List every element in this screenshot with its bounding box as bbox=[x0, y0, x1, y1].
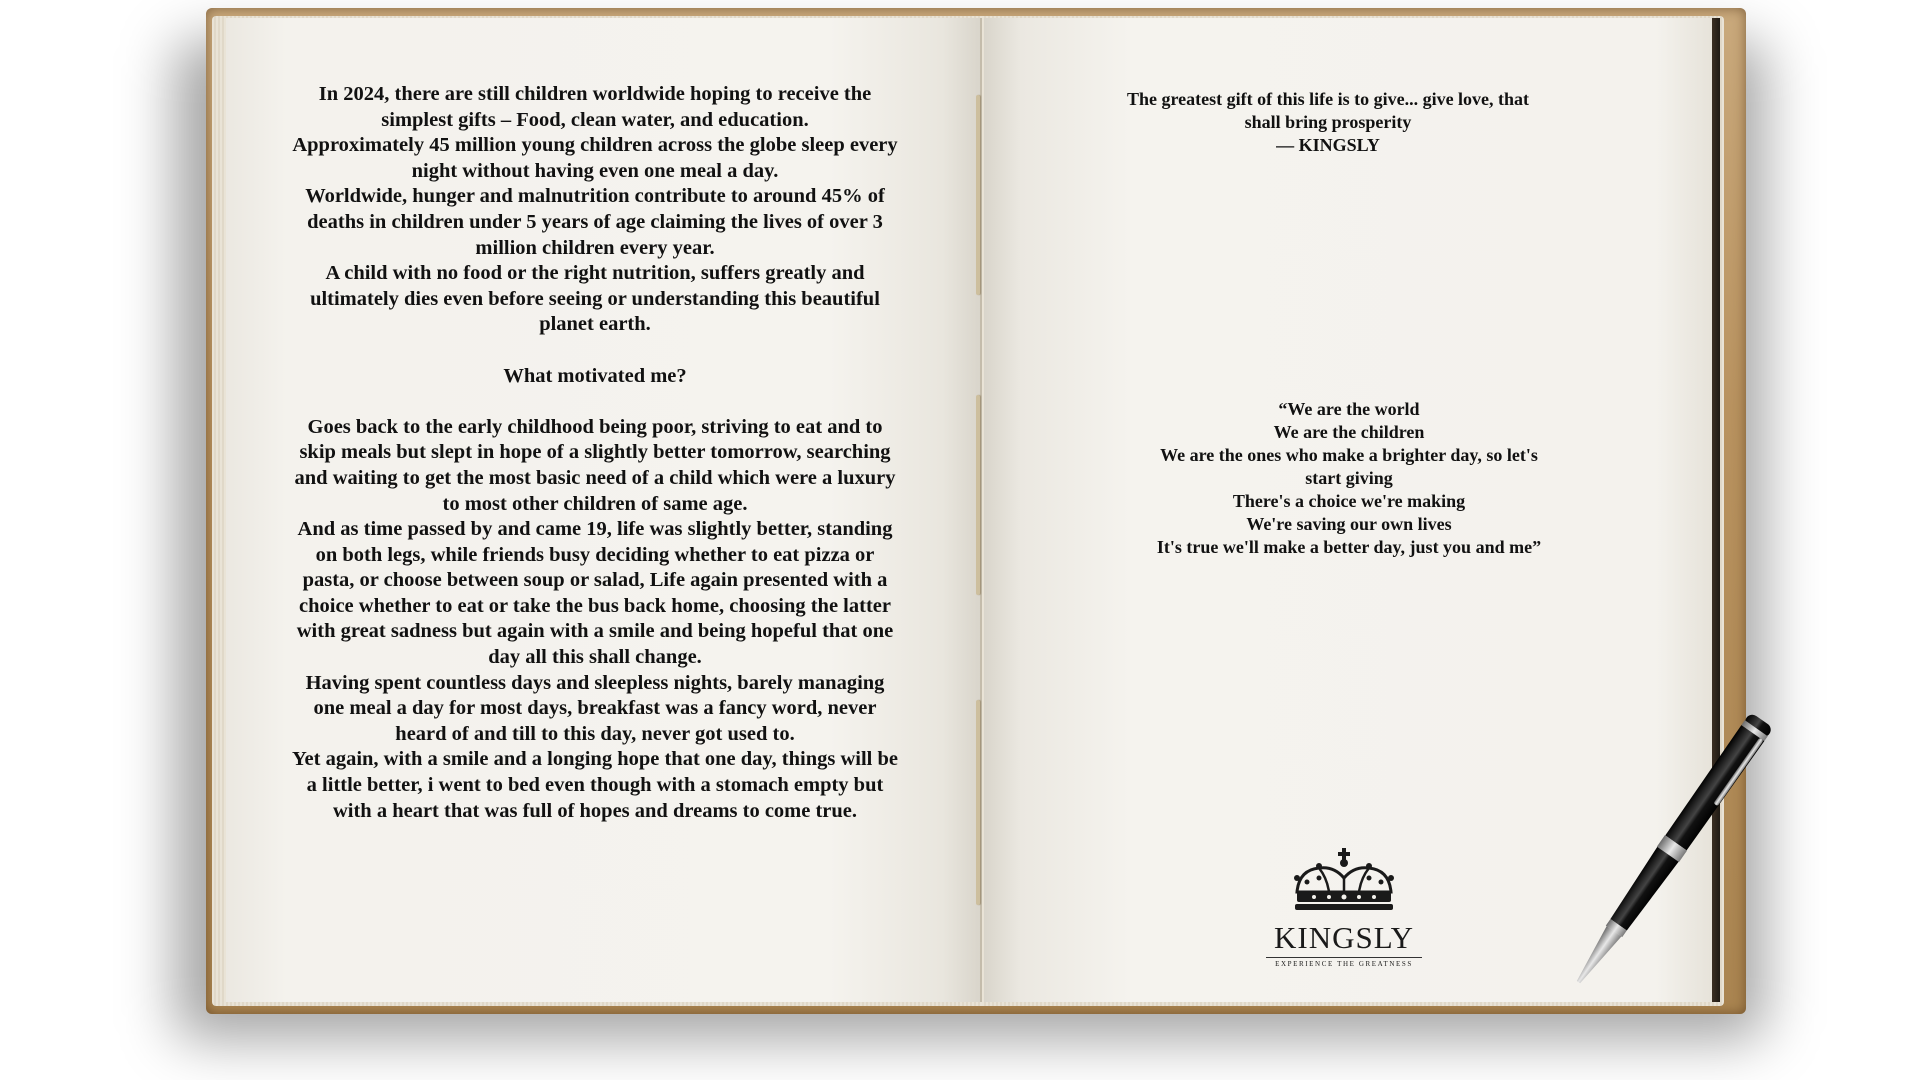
lyric-line: We are the ones who make a brighter day, so let's start giving bbox=[1160, 445, 1538, 488]
spine-stitch bbox=[976, 95, 980, 295]
lyric-line: “We are the world bbox=[1278, 399, 1420, 419]
logo-tagline: EXPERIENCE THE GREATNESS bbox=[1266, 957, 1422, 968]
lyric-line: We are the children bbox=[1273, 422, 1425, 442]
lyric-line: There's a choice we're making bbox=[1232, 491, 1466, 511]
paragraph-45-million: Approximately 45 million young children across the globe sleep every night without having even one meal a day. bbox=[292, 134, 898, 182]
spine-line bbox=[980, 18, 982, 1002]
paragraph-childhood: Goes back to the early childhood being poor, striving to eat and to skip meals but slept in hope of a slightly better tomorrow, searching and waiting to get the most basic need of a child which were a luxury to most other children of same age. bbox=[294, 415, 896, 515]
left-page-text bbox=[290, 82, 900, 824]
paragraph-child-suffers: A child with no food or the right nutrition, suffers greatly and ultimately dies even before seeing or understanding this beautiful planet earth. bbox=[310, 262, 880, 336]
paragraph-intro: In 2024, there are still children worldwide hoping to receive the simplest gifts – Food, clean water, and education. bbox=[318, 83, 872, 131]
motivation-heading: What motivated me? bbox=[503, 364, 687, 387]
logo-brand-name: KINGSLY bbox=[1274, 920, 1414, 955]
quote-author: — KINGSLY bbox=[1276, 135, 1380, 155]
lyric-line: We're saving our own lives bbox=[1246, 514, 1452, 534]
crown-icon bbox=[1289, 848, 1399, 914]
lyric-line: It's true we'll make a better day, just you and me” bbox=[1156, 537, 1542, 557]
song-lyrics bbox=[1154, 398, 1544, 559]
paragraph-age-19: And as time passed by and came 19, life was slightly better, standing on both legs, while friends busy deciding whether to eat pizza or pasta, or choose between soup or salad, Life again presented with a choice whether to eat or take the bus back home, choosing the latter with great sadness but again with a smile and being hopeful that one day all this shall change. bbox=[296, 518, 894, 669]
fountain-pen-icon bbox=[1550, 710, 1810, 1040]
spine-stitch bbox=[976, 700, 980, 905]
quote-text: The greatest gift of this life is to give... give love, that shall bring prosperity bbox=[1126, 89, 1530, 132]
kingsly-quote bbox=[1108, 88, 1548, 157]
paragraph-longing-hope: Yet again, with a smile and a longing hope that one day, things will be a little better, i went to bed even though with a stomach empty but with a heart that was full of hopes and dreams to come true. bbox=[292, 748, 898, 822]
spine-stitch bbox=[976, 395, 980, 595]
left-page bbox=[226, 18, 980, 1002]
paragraph-malnutrition: Worldwide, hunger and malnutrition contribute to around 45% of deaths in children under 5 years of age claiming the lives of over 3 million children every year. bbox=[305, 185, 885, 259]
kingsly-logo bbox=[1254, 848, 1434, 968]
paragraph-sleepless-nights: Having spent countless days and sleepless nights, barely managing one meal a day for most days, breakfast was a fancy word, never heard of and till to this day, never got used to. bbox=[305, 671, 885, 745]
